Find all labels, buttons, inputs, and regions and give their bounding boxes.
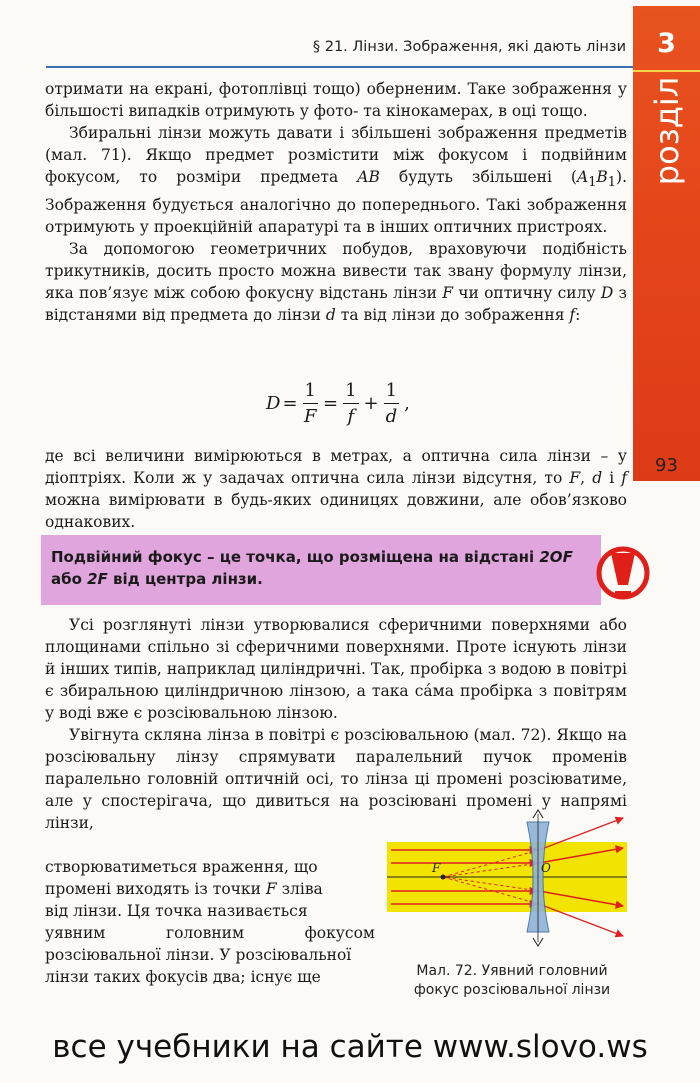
line-3: від лінзи. Ця точка називається <box>45 902 308 920</box>
chapter-number: 3 <box>657 28 676 59</box>
line-5: лінзи таких фокусів два; існує ще <box>45 968 321 986</box>
virtual-focus-point <box>441 875 446 880</box>
line-1: створюватиметься враження, що <box>45 858 318 876</box>
definition-box <box>41 535 601 605</box>
paragraph-4: де всі величини вимірюються в метрах, а оптична сила лінзи – у діоптріях. Коли ж у задачах оптична сила лінзи відсутня, то F, d і f можна вимірювати в будь-яких одиницях довжини, але обов’язково однакових. <box>45 447 627 531</box>
definition-text: Подвійний фокус – це точка, що розміщена на відстані 2OF або 2F від центра лінзи. <box>51 548 573 588</box>
page-number: 93 <box>655 455 678 476</box>
running-header <box>46 36 634 68</box>
center-label: O <box>541 861 551 875</box>
diverging-lens-figure <box>387 800 627 960</box>
figure-caption: Мал. 72. Уявний головний фокус розсіювальної лінзи <box>413 963 611 998</box>
tab-divider <box>633 70 700 72</box>
line-4: уявним головним фокусом розсіювальної лінзи. У розсіювальної <box>45 924 375 964</box>
running-title: § 21. Лінзи. Зображення, які дають лінзи <box>312 39 626 55</box>
lens-formula: D = $\frac{1}{F}$ = $\frac{1}{f}$ + $\frac{1}{d}$ , <box>266 380 410 427</box>
exclamation-icon <box>596 539 650 607</box>
focus-label: F <box>432 861 441 875</box>
paragraph-6: Увігнута скляна лінза в повітрі є розсіювальною (мал. 72). Якщо на розсіювальну лінзу спрямувати паралельний пучок променів паралельно головній оптичній осі, то лінза ці промені розсіюватиме, але у спостерігача, що дивиться на розсіювані промені у напрямі лінзи, <box>45 726 627 832</box>
chapter-word: розділ <box>648 76 686 186</box>
text-beside-figure <box>45 856 375 988</box>
line-2: промені виходять із точки F зліва <box>45 880 323 898</box>
text-after-formula <box>45 445 627 533</box>
paragraph-3: За допомогою геометричних побудов, враховуючи подібність трикутників, досить просто можна вивести так звану формулу лінзи, яка пов’язує між собою фокусну відстань лінзи F чи оптичну силу D з відстанями від предмета до лінзи d та від лінзи до зображення f: <box>45 240 628 325</box>
paragraph-5: Усі розглянуті лінзи утворювалися сферичними поверхнями або площинами спільно зі сферичними поверхнями. Проте існують лінзи й інших типів, наприклад циліндричні. Так, пробірка з водою в повітрі є збиральною циліндричною лінзою, а така сáма пробірка з повітрям у воді вже є розсіювальною лінзою. <box>45 616 627 722</box>
text-top <box>45 78 627 326</box>
chapter-tab <box>633 6 700 481</box>
paragraph-1: отримати на екрані, фотоплівці тощо) оберненим. Таке зображення у більшості випадків отримують у фото- та кінокамерах, в оці тощо. <box>45 80 627 120</box>
paragraph-2: Збиральні лінзи можуть давати і збільшені зображення предметів (мал. 71). Якщо предмет розмістити між фокусом і подвійним фокусом, то розміри предмета AB будуть збільшені $(A_1B_1)$. Зображення будується аналогічно до попереднього. Такі зображення отримують у проекційній апаратурі та в інших оптичних пристроях. <box>45 124 627 237</box>
footer-banner: все учебники на сайте www.slovo.ws <box>52 1029 648 1065</box>
